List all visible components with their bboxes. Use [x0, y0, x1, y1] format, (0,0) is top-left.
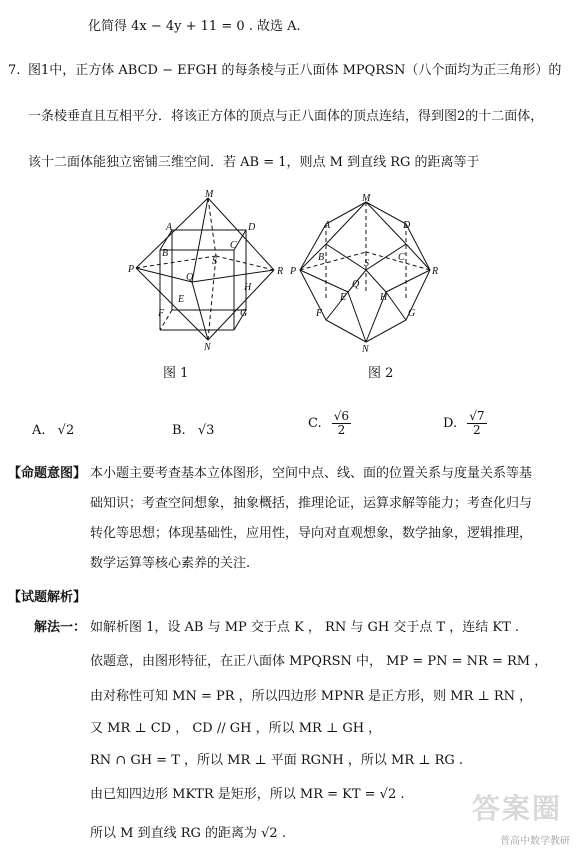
analysis-line-4: 又 MR ⊥ CD ， CD // GH ，所以 MR ⊥ GH ， — [90, 721, 382, 736]
label-C2: C — [398, 252, 405, 263]
prev-solution-line: 化简得 4x − 4y + 11 = 0 . 故选 A. — [88, 19, 301, 34]
analysis-line-5: RN ∩ GH = T ，所以 MR ⊥ 平面 RGNH ，所以 MR ⊥ RG . — [90, 753, 464, 768]
label-F2: F — [316, 308, 323, 319]
label-B: B — [162, 248, 169, 259]
option-c-label: C. — [308, 416, 322, 431]
label-S: S — [212, 256, 217, 267]
option-a — [32, 423, 74, 438]
label-Q: Q — [186, 272, 194, 283]
analysis-line-1: 如解析图 1，设 AB 与 MP 交于点 K ， RN 与 GH 交于点 T ，连结 KT . — [90, 620, 520, 635]
label-P2: P — [290, 266, 297, 277]
watermark-text: 普高中数学教研 — [500, 836, 570, 847]
label-E: E — [178, 294, 185, 305]
question-line-2: 一条棱垂直且互相平分．将该正方体的顶点与正八面体的顶点连结，得到图2的十二面体， — [28, 109, 544, 124]
option-d — [443, 410, 487, 437]
label-M2: M — [362, 193, 371, 204]
option-d-label: D. — [443, 416, 458, 431]
option-b-value: √3 — [197, 423, 215, 438]
question-line-1: 图1中，正方体 ABCD − EFGH 的每条棱与正八面体 MPQRSN（八个面均为正三角形）的 — [28, 63, 562, 78]
watermark — [402, 779, 572, 849]
option-c — [308, 410, 351, 437]
analysis-header: 【试题解析】 — [8, 590, 87, 605]
option-a-label: A. — [32, 423, 46, 438]
intent-line-4: 数学运算等核心素养的关注. — [90, 556, 251, 571]
option-d-denominator: 2 — [473, 423, 481, 437]
label-G: G — [240, 308, 248, 319]
figure-1-caption: 图 1 — [163, 366, 189, 381]
label-D: D — [248, 222, 256, 233]
method-1-label: 解法一： — [34, 620, 87, 635]
label-D2: D — [403, 220, 411, 231]
label-P: P — [128, 264, 135, 275]
analysis-line-2: 依题意，由图形特征，在正八面体 MPQRSN 中， MP = PN = NR = RM ， — [90, 654, 548, 669]
analysis-line-6: 由已知四边形 MKTR 是矩形，所以 MR = KT = √2 . — [90, 787, 405, 802]
option-b-label: B. — [172, 423, 186, 438]
option-d-fraction — [467, 410, 486, 437]
label-R2: R — [432, 266, 439, 277]
option-a-value: √2 — [57, 423, 75, 438]
intent-line-1: 本小题主要考查基本立体图形，空间中点、线、面的位置关系与度量关系等基 — [90, 466, 533, 481]
label-H2: H — [380, 292, 388, 303]
label-F: F — [158, 308, 165, 319]
figure-2-caption: 图 2 — [368, 366, 394, 381]
figure-2-diagram — [290, 192, 450, 352]
option-c-denominator: 2 — [337, 423, 346, 437]
watermark-logo: 答案圈 — [471, 792, 562, 825]
question-line-3: 该十二面体能独立密铺三维空间．若 AB = 1，则点 M 到直线 RG 的距离等于 — [28, 155, 480, 170]
label-C: C — [230, 240, 237, 251]
analysis-line-3: 由对称性可知 MN = PR ，所以四边形 MPNR 是正方形，则 MR ⊥ RN ， — [90, 689, 533, 704]
intent-line-3: 转化等思想；体现基础性，应用性，导向对直观想象，数学抽象，逻辑推理， — [90, 526, 533, 541]
label-M: M — [205, 190, 214, 200]
label-E2: E — [340, 292, 347, 303]
option-c-numerator: √6 — [333, 409, 350, 423]
figure-1-diagram — [120, 190, 300, 355]
option-d-numerator: √7 — [469, 409, 485, 423]
analysis-line-7: 所以 M 到直线 RG 的距离为 √2 . — [90, 826, 286, 841]
label-H: H — [244, 282, 252, 293]
label-S2: S — [364, 258, 369, 269]
label-G2: G — [408, 308, 416, 319]
question-number: 7. — [8, 63, 21, 78]
label-B2: B — [318, 252, 325, 263]
intent-line-2: 础知识；考查空间想象，抽象概括，推理论证，运算求解等能力；考查化归与 — [90, 496, 533, 511]
option-c-fraction — [332, 410, 351, 437]
label-R: R — [277, 266, 284, 277]
label-N2: N — [362, 344, 369, 352]
option-b — [172, 423, 214, 438]
label-N: N — [204, 342, 211, 353]
label-Q2: Q — [352, 279, 360, 290]
intent-header: 【命题意图】 — [8, 466, 87, 481]
label-A2: A — [324, 220, 331, 231]
label-A: A — [166, 222, 173, 233]
